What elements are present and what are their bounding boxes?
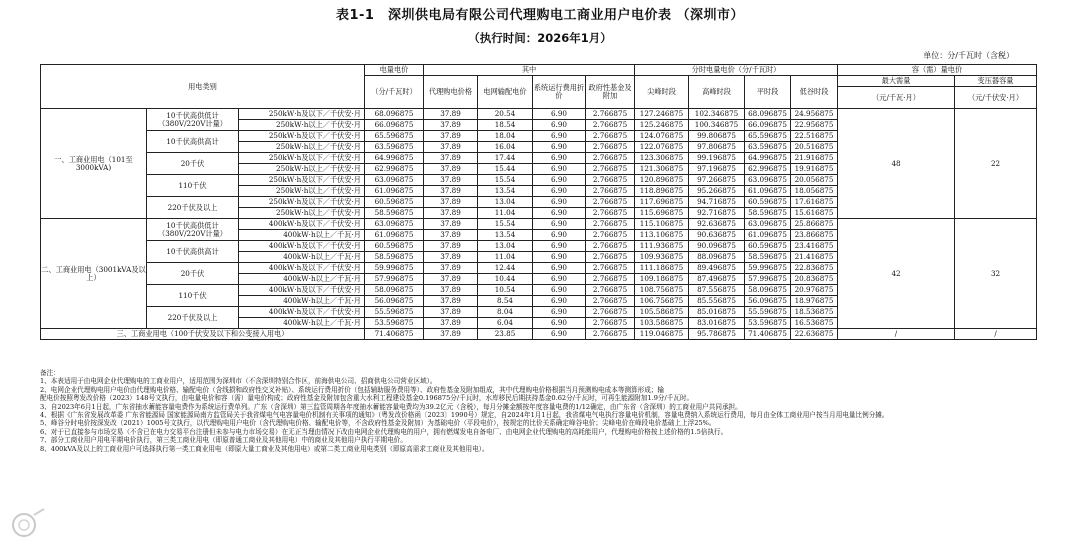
transformer-price: /: [955, 329, 1037, 340]
cell-transmission: 13.04: [478, 241, 533, 252]
note-line: 4、根据《广东省发展改革委 广东省能源局 国家能源局南方监管局关于我省煤电气电容量电价机制有关事项的通知》（粤发改价格函〔2023〕1990号）规定，自2024年1月1日起，我省煤电气电执行容量电价机制，容量电费纳入系统运行费用，每月由全体工商业用户按当月用电量比例分摊。: [40, 411, 889, 420]
cell-system: 6.90: [533, 109, 586, 120]
cell-valley: 22.836875: [791, 263, 838, 274]
cell-price: 64.996875: [365, 153, 424, 164]
cell-proxy: 37.89: [424, 208, 478, 219]
cell-system: 6.90: [533, 175, 586, 186]
cell-peak: 125.246875: [635, 120, 689, 131]
cell-system: 6.90: [533, 241, 586, 252]
sub-category: 400kW·h及以下／千伏安·月: [239, 263, 365, 274]
header-valley: 低谷时段: [791, 76, 838, 109]
group-label: 一、工商业用电（101至3000kVA): [41, 109, 147, 219]
cell-system: 6.90: [533, 142, 586, 153]
table-row: [41, 109, 1037, 120]
cell-flat: 61.096875: [745, 230, 791, 241]
cell-peak: 115.106875: [635, 219, 689, 230]
cell-proxy: 37.89: [424, 186, 478, 197]
cell-system: 6.90: [533, 296, 586, 307]
sub-category: 250kW·h以上／千伏安·月: [239, 142, 365, 153]
cell-price: 58.096875: [365, 285, 424, 296]
note-line: 2、电网企业代理购电用户电价由代理购电价格、输配电价（含线损和政府性交叉补贴）、系统运行费用折价（包括辅助服务费用等）、政府性基金及附加组成，其中代理购电价格根据当月预测购电成本等测算形成；输: [40, 385, 664, 394]
cell-peak: 105.586875: [635, 307, 689, 318]
cell-peak: 120.896875: [635, 175, 689, 186]
cell-valley: 18.536875: [791, 307, 838, 318]
cell-valley: 20.056875: [791, 175, 838, 186]
cell-valley: 20.836875: [791, 274, 838, 285]
cell-transmission: 18.04: [478, 131, 533, 142]
cell-valley: 22.956875: [791, 120, 838, 131]
cell-high: 87.496875: [689, 274, 745, 285]
cell-valley: 15.616875: [791, 208, 838, 219]
cell-system: 6.90: [533, 164, 586, 175]
note-line: 配电价按照粤发改价格（2023）148号文执行，由电量电价和容（需）量电价构成；政府性基金及附加包含重大水利工程建设基金0.196875分/千瓦时，水库移民后期扶持基金0.62分/千瓦时，可再生能源附加1.9分/千瓦时。: [40, 394, 694, 403]
cell-price: 58.596875: [365, 252, 424, 263]
cell-system: 6.90: [533, 197, 586, 208]
cell-high: 99.806875: [689, 131, 745, 142]
cell-flat: 63.596875: [745, 142, 791, 153]
cell-price: 60.596875: [365, 197, 424, 208]
cell-price: 71.406875: [365, 329, 424, 340]
cell-price: 61.096875: [365, 186, 424, 197]
cell-transmission: 15.54: [478, 219, 533, 230]
cell-valley: 21.416875: [791, 252, 838, 263]
cell-valley: 23.416875: [791, 241, 838, 252]
cell-high: 87.556875: [689, 285, 745, 296]
cell-proxy: 37.89: [424, 329, 478, 340]
cell-valley: 19.916875: [791, 164, 838, 175]
sub-category: 250kW·h及以下／千伏安·月: [239, 131, 365, 142]
cell-high: 85.556875: [689, 296, 745, 307]
header-fund: 政府性基金及附加: [586, 76, 635, 109]
cell-proxy: 37.89: [424, 131, 478, 142]
cell-transmission: 8.04: [478, 307, 533, 318]
demand-price: 42: [838, 219, 955, 329]
demand-price: /: [838, 329, 955, 340]
note-line: 备注：: [40, 369, 60, 377]
cell-transmission: 6.04: [478, 318, 533, 329]
transformer-price: 22: [955, 109, 1037, 219]
price-table: [40, 64, 1037, 340]
cell-proxy: 37.89: [424, 274, 478, 285]
table-row: [41, 329, 1037, 340]
cell-flat: 62.996875: [745, 164, 791, 175]
cell-high: 92.636875: [689, 219, 745, 230]
cell-peak: 109.936875: [635, 252, 689, 263]
voltage-level: 10千伏高供低计（380V/220V计量）: [147, 219, 239, 241]
cell-proxy: 37.89: [424, 153, 478, 164]
cell-high: 85.016875: [689, 307, 745, 318]
sub-category: 250kW·h以上／千伏安·月: [239, 186, 365, 197]
cell-transmission: 15.44: [478, 164, 533, 175]
note-line: 5、峰谷分时电价按深发改（2021）1005号文执行，以代理购电用户电价（含代理购电价格、输配电价等，不含政府性基金及附加）为基础电价（平段电价），按规定的比价关系确定峰谷电价；尖峰电价在峰段电价基础上上浮25%。: [40, 419, 716, 428]
cell-peak: 113.106875: [635, 230, 689, 241]
cell-price: 58.596875: [365, 208, 424, 219]
cell-proxy: 37.89: [424, 175, 478, 186]
table-row: [41, 219, 1037, 230]
sub-category: 250kW·h以上／千伏安·月: [239, 208, 365, 219]
cell-proxy: 37.89: [424, 230, 478, 241]
note-line: 8、400kVA及以上的工商业用户可选择执行第一类工商业用电（即原大量工商业及其他用电）或第二类工商业用电类别（即原高需求工商业及其他用电）。: [40, 444, 489, 453]
sub-category: 400kW·h以上／千瓦·月: [239, 274, 365, 285]
cell-valley: 17.616875: [791, 197, 838, 208]
cell-system: 6.90: [533, 263, 586, 274]
cell-transmission: 13.04: [478, 197, 533, 208]
header-among: 其中: [424, 65, 635, 76]
cell-system: 6.90: [533, 274, 586, 285]
sub-category: 250kW·h及以下／千伏安·月: [239, 175, 365, 186]
cell-price: 63.596875: [365, 142, 424, 153]
cell-valley: 16.536875: [791, 318, 838, 329]
cell-transmission: 13.54: [478, 230, 533, 241]
cell-flat: 58.596875: [745, 252, 791, 263]
sub-category: 400kW·h及以下／千伏安·月: [239, 219, 365, 230]
sub-category: 250kW·h及以下／千伏安·月: [239, 153, 365, 164]
cell-price: 56.096875: [365, 296, 424, 307]
cell-peak: 115.696875: [635, 208, 689, 219]
sub-category: 400kW·h以上／千瓦·月: [239, 296, 365, 307]
voltage-level: 110千伏: [147, 285, 239, 307]
voltage-level: 10千伏高供低计（380V/220V计量）: [147, 109, 239, 131]
cell-high: 97.266875: [689, 175, 745, 186]
unit-note: 单位：分/千瓦时（含税）: [923, 51, 1014, 60]
sub-category: 400kW·h以上／千瓦·月: [239, 252, 365, 263]
cell-peak: 124.076875: [635, 131, 689, 142]
note-line: 3、自2023年6月1日起，广东省抽水蓄能容量电费作为系统运行费单列。广东（含深圳）第三监管周期各年度抽水蓄能容量电费均为39.2亿元（含税），每月分摊金额按年度容量电费的1/12确定，由广东省（含深圳）的工商业用户共同承担。: [40, 402, 742, 411]
cell-peak: 122.076875: [635, 142, 689, 153]
cell-high: 89.496875: [689, 263, 745, 274]
header-demand-unit: （元/千瓦·月）: [838, 87, 955, 109]
cell-peak: 119.046875: [635, 329, 689, 340]
cell-system: 6.90: [533, 318, 586, 329]
cell-price: 65.596875: [365, 131, 424, 142]
cell-transmission: 16.04: [478, 142, 533, 153]
cell-peak: 118.896875: [635, 186, 689, 197]
cell-transmission: 18.54: [478, 120, 533, 131]
cell-flat: 60.596875: [745, 241, 791, 252]
cell-flat: 59.996875: [745, 263, 791, 274]
cell-valley: 18.976875: [791, 296, 838, 307]
cell-system: 6.90: [533, 252, 586, 263]
cell-flat: 57.996875: [745, 274, 791, 285]
cell-fund: 2.766875: [586, 274, 635, 285]
sub-category: 400kW·h及以下／千伏安·月: [239, 307, 365, 318]
header-capacity: 容（需）量电价: [838, 65, 1037, 76]
cell-flat: 64.996875: [745, 153, 791, 164]
cell-valley: 25.866875: [791, 219, 838, 230]
header-demand: 最大需量: [838, 76, 955, 87]
cell-price: 63.096875: [365, 219, 424, 230]
cell-proxy: 37.89: [424, 252, 478, 263]
cell-high: 83.016875: [689, 318, 745, 329]
cell-fund: 2.766875: [586, 296, 635, 307]
cell-fund: 2.766875: [586, 252, 635, 263]
cell-proxy: 37.89: [424, 197, 478, 208]
demand-price: 48: [838, 109, 955, 219]
cell-proxy: 37.89: [424, 263, 478, 274]
note-line: 6、对于已直接参与市场交易（不含已在电力交易平台注册但未参与电力市场交易）在无正当理由情况下改由电网企业代理购电的用户，拥有燃煤发电自备电厂、由电网企业代理购电的高耗能用户，代理购电价格按上述价格的1.5倍执行。: [40, 427, 728, 436]
note-line: 1、本表适用于由电网企业代理购电的工商业用户，适用范围为深圳市（不含深圳特别合作区，前海供电公司、招商供电公司营业区域）。: [40, 377, 437, 386]
cell-flat: 65.596875: [745, 131, 791, 142]
cell-flat: 55.596875: [745, 307, 791, 318]
cell-fund: 2.766875: [586, 241, 635, 252]
cell-proxy: 37.89: [424, 296, 478, 307]
cell-fund: 2.766875: [586, 186, 635, 197]
cell-high: 97.196875: [689, 164, 745, 175]
header-transformer: 变压器容量: [955, 76, 1037, 87]
cell-high: 99.196875: [689, 153, 745, 164]
cell-fund: 2.766875: [586, 329, 635, 340]
cell-proxy: 37.89: [424, 164, 478, 175]
cell-fund: 2.766875: [586, 285, 635, 296]
sub-category: 400kW·h及以下／千伏安·月: [239, 241, 365, 252]
cell-proxy: 37.89: [424, 142, 478, 153]
cell-price: 61.096875: [365, 230, 424, 241]
cell-high: 100.346875: [689, 120, 745, 131]
cell-peak: 111.936875: [635, 241, 689, 252]
cell-system: 6.90: [533, 329, 586, 340]
cell-fund: 2.766875: [586, 219, 635, 230]
cell-flat: 66.096875: [745, 120, 791, 131]
sub-category: 250kW·h以上／千伏安·月: [239, 120, 365, 131]
cell-flat: 63.096875: [745, 175, 791, 186]
page-subtitle: （执行时间：2026年1月）: [468, 31, 612, 45]
cell-transmission: 20.54: [478, 109, 533, 120]
group-label: 三、工商业用电（100千伏安及以下和公变接入用电）: [41, 329, 365, 340]
cell-system: 6.90: [533, 219, 586, 230]
cell-valley: 20.516875: [791, 142, 838, 153]
header-price-unit: （分/千瓦时）: [365, 76, 424, 109]
sub-category: 400kW·h以上／千瓦·月: [239, 318, 365, 329]
notes-section: [40, 369, 1040, 453]
note-line: 7、部分工商业用户用电平期电价执行，第三类工商业用电（即原普通工商业及其他用电）中的商业及其他用户执行平期电价。: [40, 436, 407, 445]
voltage-level: 110千伏: [147, 175, 239, 197]
voltage-level: 220千伏及以上: [147, 197, 239, 219]
cell-flat: 63.096875: [745, 219, 791, 230]
header-high: 高峰时段: [689, 76, 745, 109]
header-transformer-unit: （元/千伏安·月）: [955, 87, 1037, 109]
cell-proxy: 37.89: [424, 219, 478, 230]
cell-price: 53.596875: [365, 318, 424, 329]
cell-fund: 2.766875: [586, 164, 635, 175]
cell-transmission: 11.04: [478, 208, 533, 219]
cell-flat: 60.596875: [745, 197, 791, 208]
cell-transmission: 17.44: [478, 153, 533, 164]
cell-peak: 123.306875: [635, 153, 689, 164]
cell-system: 6.90: [533, 131, 586, 142]
cell-price: 68.096875: [365, 109, 424, 120]
cell-proxy: 37.89: [424, 120, 478, 131]
cell-system: 6.90: [533, 230, 586, 241]
sub-category: 250kW·h及以下／千伏安·月: [239, 109, 365, 120]
cell-proxy: 37.89: [424, 109, 478, 120]
cell-price: 66.096875: [365, 120, 424, 131]
cell-high: 97.806875: [689, 142, 745, 153]
cell-fund: 2.766875: [586, 307, 635, 318]
cell-proxy: 37.89: [424, 318, 478, 329]
cell-high: 92.716875: [689, 208, 745, 219]
cell-price: 63.096875: [365, 175, 424, 186]
cell-peak: 121.306875: [635, 164, 689, 175]
voltage-level: 10千伏高供高计: [147, 241, 239, 263]
cell-valley: 20.976875: [791, 285, 838, 296]
cell-peak: 109.186875: [635, 274, 689, 285]
transformer-price: 32: [955, 219, 1037, 329]
cell-peak: 108.756875: [635, 285, 689, 296]
header-system: 系统运行费用折价: [533, 76, 586, 109]
cell-flat: 58.596875: [745, 208, 791, 219]
cell-flat: 56.096875: [745, 296, 791, 307]
cell-price: 62.996875: [365, 164, 424, 175]
header-category: 用电类别: [41, 65, 365, 109]
cell-peak: 106.756875: [635, 296, 689, 307]
cell-transmission: 12.44: [478, 263, 533, 274]
cell-high: 95.266875: [689, 186, 745, 197]
cell-fund: 2.766875: [586, 263, 635, 274]
header-price: 电量电价: [365, 65, 424, 76]
cell-high: 102.346875: [689, 109, 745, 120]
cell-fund: 2.766875: [586, 318, 635, 329]
sub-category: 400kW·h及以下／千伏安·月: [239, 285, 365, 296]
voltage-level: 220千伏及以上: [147, 307, 239, 329]
cell-transmission: 13.54: [478, 186, 533, 197]
cell-valley: 24.956875: [791, 109, 838, 120]
sub-category: 250kW·h及以下／千伏安·月: [239, 197, 365, 208]
voltage-level: 10千伏高供高计: [147, 131, 239, 153]
cell-transmission: 10.44: [478, 274, 533, 285]
cell-proxy: 37.89: [424, 285, 478, 296]
cell-system: 6.90: [533, 208, 586, 219]
cell-system: 6.90: [533, 186, 586, 197]
cell-peak: 127.246875: [635, 109, 689, 120]
cell-flat: 61.096875: [745, 186, 791, 197]
cell-transmission: 23.85: [478, 329, 533, 340]
cell-fund: 2.766875: [586, 142, 635, 153]
cell-system: 6.90: [533, 307, 586, 318]
cell-valley: 21.916875: [791, 153, 838, 164]
cell-high: 90.096875: [689, 241, 745, 252]
cell-flat: 71.406875: [745, 329, 791, 340]
cell-fund: 2.766875: [586, 131, 635, 142]
watermark-logo-icon: [10, 505, 50, 539]
cell-valley: 22.516875: [791, 131, 838, 142]
cell-fund: 2.766875: [586, 175, 635, 186]
cell-fund: 2.766875: [586, 208, 635, 219]
cell-flat: 58.096875: [745, 285, 791, 296]
cell-proxy: 37.89: [424, 307, 478, 318]
cell-transmission: 15.54: [478, 175, 533, 186]
cell-flat: 53.596875: [745, 318, 791, 329]
header-proxy: 代理购电价格: [424, 76, 478, 109]
cell-fund: 2.766875: [586, 109, 635, 120]
cell-fund: 2.766875: [586, 230, 635, 241]
voltage-level: 20千伏: [147, 263, 239, 285]
cell-peak: 117.696875: [635, 197, 689, 208]
cell-price: 59.996875: [365, 263, 424, 274]
cell-transmission: 10.54: [478, 285, 533, 296]
cell-valley: 23.866875: [791, 230, 838, 241]
cell-high: 90.636875: [689, 230, 745, 241]
sub-category: 400kW·h以上／千瓦·月: [239, 230, 365, 241]
cell-fund: 2.766875: [586, 120, 635, 131]
cell-price: 60.596875: [365, 241, 424, 252]
cell-transmission: 11.04: [478, 252, 533, 263]
cell-flat: 68.096875: [745, 109, 791, 120]
header-transmission: 电网输配电价: [478, 76, 533, 109]
voltage-level: 20千伏: [147, 153, 239, 175]
cell-high: 94.716875: [689, 197, 745, 208]
header-flat: 平时段: [745, 76, 791, 109]
cell-transmission: 8.54: [478, 296, 533, 307]
cell-valley: 22.636875: [791, 329, 838, 340]
header-peak: 尖峰时段: [635, 76, 689, 109]
cell-high: 95.786875: [689, 329, 745, 340]
cell-peak: 103.586875: [635, 318, 689, 329]
header-tou: 分时电量电价（分/千瓦时）: [635, 65, 838, 76]
sub-category: 250kW·h以上／千伏安·月: [239, 164, 365, 175]
cell-system: 6.90: [533, 285, 586, 296]
page-title: 表1-1 深圳供电局有限公司代理购电工商业用户电价表 （深圳市）: [335, 8, 744, 23]
cell-system: 6.90: [533, 153, 586, 164]
cell-high: 88.096875: [689, 252, 745, 263]
cell-fund: 2.766875: [586, 153, 635, 164]
cell-price: 55.596875: [365, 307, 424, 318]
cell-price: 57.996875: [365, 274, 424, 285]
group-label: 二、工商业用电（3001kVA及以上）: [41, 219, 147, 329]
cell-system: 6.90: [533, 120, 586, 131]
cell-valley: 18.056875: [791, 186, 838, 197]
cell-fund: 2.766875: [586, 197, 635, 208]
cell-peak: 111.186875: [635, 263, 689, 274]
cell-proxy: 37.89: [424, 241, 478, 252]
